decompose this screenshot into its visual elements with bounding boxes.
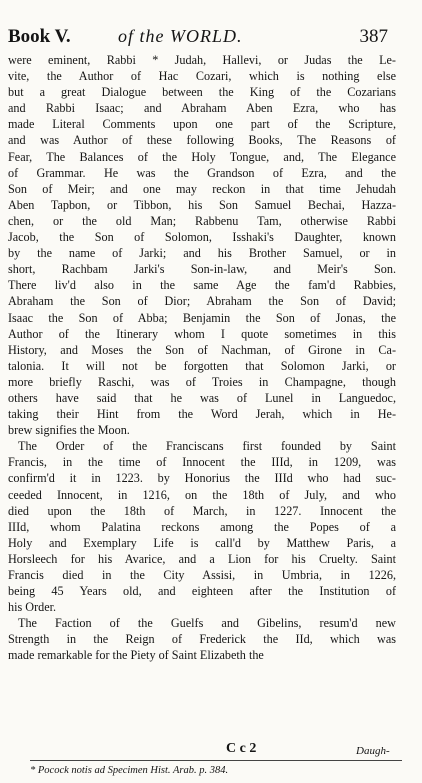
footnote-rule [30, 760, 402, 761]
catchword: Daugh- [356, 745, 390, 757]
text-line: died upon the 18th of March, in 1227. Innocent the [8, 503, 396, 518]
text-line: made Literal Comments upon one part of the Scripture, [8, 117, 396, 132]
text-line: Holy and Exemplary Life is call'd by Matthew Paris, a [8, 535, 396, 550]
text-line: Francis, in the time of Innocent the IIId, in 1209, was [8, 455, 396, 470]
text-line: of Grammar. He was the Grandson of Ezra, and the [8, 165, 396, 180]
text-line: brew signifies the Moon. [8, 423, 130, 438]
text-line: being 45 Years old, and eighteen after the Institution of [8, 584, 396, 599]
text-line: Strength in the Reign of Frederick the IId, which was [8, 632, 396, 647]
running-header [8, 26, 388, 52]
text-line: History, and Moses the Son of Nachman, of Girone in Ca- [8, 342, 396, 357]
text-line: Isaac the Son of Abba; Benjamin the Son of Jonas, the [8, 310, 396, 325]
text-line: The Order of the Franciscans first founded by Saint [18, 439, 396, 454]
text-line: made remarkable for the Piety of Saint Elizabeth the [8, 648, 264, 663]
text-line: his Order. [8, 600, 57, 615]
text-line: short, Rachbam Jarki's Son-in-law, and Meir's Son. [8, 262, 396, 277]
text-line: Fear, The Balances of the Holy Tongue, and, The Elegance [8, 149, 396, 164]
text-line: Abraham the Son of Dior; Abraham the Son of David; [8, 294, 396, 309]
text-line: vite, the Author of Hac Cozari, which is nothing else [8, 69, 396, 84]
text-line: but a great Dialogue between the King of the Cozarians [8, 85, 396, 100]
text-line: There liv'd also in the same Age the fam'd Rabbies, [8, 278, 396, 293]
page-number: 387 [359, 26, 388, 47]
text-line: Horsleech for his Avarice, and a Lion for his Cruelty. Saint [8, 551, 396, 566]
text-line: IIId, whom Palatina reckons among the Popes of a [8, 519, 396, 534]
text-line: chen, or the old Man; Rabbenu Tam, otherwise Rabbi [8, 213, 396, 228]
text-line: more briefly Raschi, was of Troies in Champagne, though [8, 374, 396, 389]
text-line: by the name of Jarki; and his Brother Samuel, or in [8, 246, 396, 261]
book-label: Book V. [8, 26, 71, 47]
running-title: of the WORLD. [118, 26, 243, 46]
body-text [8, 52, 396, 664]
text-line: The Faction of the Guelfs and Gibelins, resum'd new [18, 616, 396, 631]
text-line: confirm'd it in 1223. by Honorius the IIId who had suc- [8, 471, 396, 486]
text-line: others have said that he was of Lunel in Languedoc, [8, 390, 396, 405]
text-line: Son of Meir; and one may reckon in that time Jehudah [8, 181, 396, 196]
text-line: taking their Hint from the Word Jerah, which in He- [8, 407, 396, 422]
text-line: and was Author of these following Books, The Reasons of [8, 133, 396, 148]
text-line: ceeded Innocent, in 1216, on the 18th of July, and who [8, 487, 396, 502]
text-line: Aben Tapbon, or Tibbon, his Son Samuel Bechai, Hazza- [8, 197, 396, 212]
signature-mark: C c 2 [226, 741, 257, 756]
text-line: talonia. It will not be forgotten that Solomon Jarki, or [8, 358, 396, 373]
text-line: Jacob, the Son of Solomon, Isshaki's Daughter, known [8, 230, 396, 245]
text-line: and Rabbi Isaac; and Abraham Aben Ezra, who has [8, 101, 396, 116]
text-line: were eminent, Rabbi * Judah, Hallevi, or Judas the Le- [8, 53, 396, 67]
text-line: Francis died in the City Assisi, in Umbria, in 1226, [8, 568, 396, 582]
text-line: Author of the Itinerary whom I quote sometimes in this [8, 326, 396, 341]
footnote: * Pocock notis ad Specimen Hist. Arab. p. 384. [30, 765, 229, 776]
